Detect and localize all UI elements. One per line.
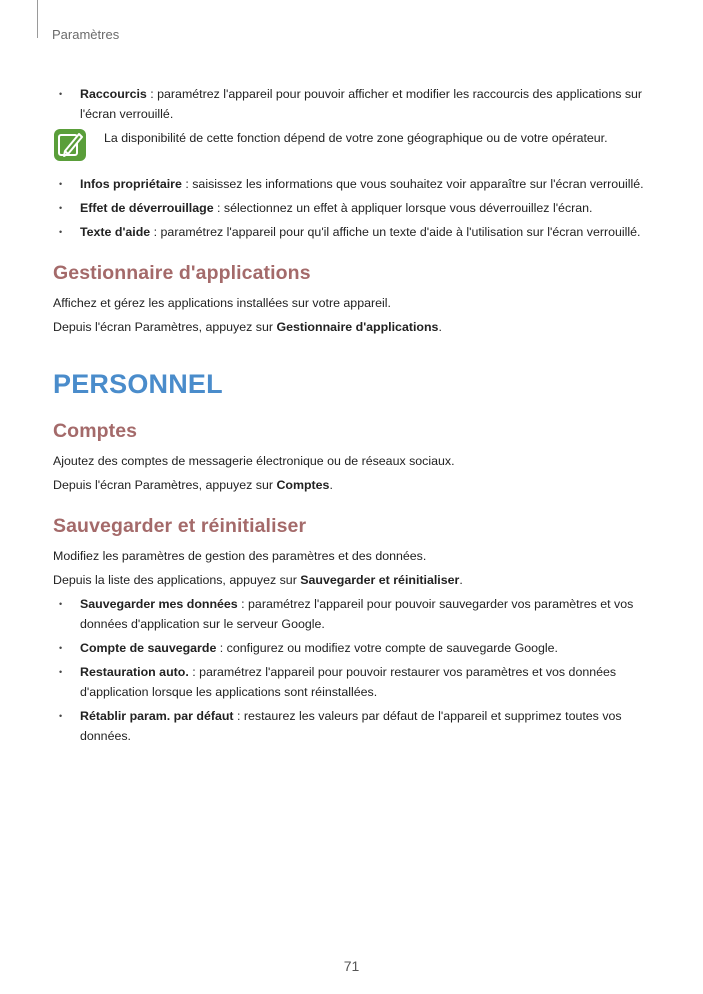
option-description: : paramétrez l'appareil pour pouvoir sauvegarder vos paramètres et vos données d'application sur le serveur Google. bbox=[80, 597, 634, 631]
menu-term: Gestionnaire d'applications bbox=[276, 320, 439, 334]
option-term: Infos propriétaire bbox=[80, 177, 182, 191]
list-item bbox=[53, 594, 653, 634]
lock-screen-options-list bbox=[53, 84, 653, 124]
option-term: Restauration auto. bbox=[80, 665, 189, 679]
list-item bbox=[53, 662, 653, 702]
list-item bbox=[53, 174, 653, 194]
backup-instruction bbox=[53, 570, 653, 590]
option-term: Effet de déverrouillage bbox=[80, 201, 214, 215]
instruction-punctuation: . bbox=[438, 320, 442, 334]
menu-term: Sauvegarder et réinitialiser bbox=[300, 573, 460, 587]
option-description: : configurez ou modifiez votre compte de sauvegarde Google. bbox=[216, 641, 558, 655]
option-description: : paramétrez l'appareil pour pouvoir afficher et modifier les raccourcis des applications sur l'écran verrouillé. bbox=[80, 87, 643, 121]
section-heading-accounts: Comptes bbox=[53, 420, 138, 442]
instruction-text: Depuis l'écran Paramètres, appuyez sur bbox=[53, 478, 277, 492]
note-text: La disponibilité de cette fonction dépend de votre zone géographique ou de votre opérateur. bbox=[104, 131, 608, 145]
option-term: Sauvegarder mes données bbox=[80, 597, 238, 611]
section-heading-backup: Sauvegarder et réinitialiser bbox=[53, 515, 307, 537]
option-description: : restaurez les valeurs par défaut de l'appareil et supprimez toutes vos données. bbox=[80, 709, 622, 743]
instruction-punctuation: . bbox=[459, 573, 463, 587]
app-manager-instruction bbox=[53, 317, 653, 337]
section-heading-app-manager: Gestionnaire d'applications bbox=[53, 262, 311, 284]
running-header: Paramètres bbox=[52, 27, 120, 42]
lock-screen-options-list-2 bbox=[53, 174, 653, 242]
note-box bbox=[53, 128, 653, 162]
header-rule bbox=[37, 0, 38, 38]
option-term: Rétablir param. par défaut bbox=[80, 709, 234, 723]
instruction-text: Depuis l'écran Paramètres, appuyez sur bbox=[53, 320, 277, 334]
menu-term: Comptes bbox=[276, 478, 330, 492]
instruction-punctuation: . bbox=[329, 478, 333, 492]
option-description: : saisissez les informations que vous souhaitez voir apparaître sur l'écran verrouillé. bbox=[181, 177, 644, 191]
list-item bbox=[53, 706, 653, 746]
option-description: : paramétrez l'appareil pour qu'il affiche un texte d'aide à l'utilisation sur l'écran verrouillé. bbox=[150, 225, 641, 239]
list-item bbox=[53, 198, 653, 218]
accounts-description: Ajoutez des comptes de messagerie électronique ou de réseaux sociaux. bbox=[53, 454, 455, 468]
page-number: 71 bbox=[343, 958, 360, 974]
option-description: : sélectionnez un effet à appliquer lorsque vous déverrouillez l'écran. bbox=[213, 201, 593, 215]
option-term: Compte de sauvegarde bbox=[80, 641, 217, 655]
backup-description: Modifiez les paramètres de gestion des paramètres et des données. bbox=[53, 549, 427, 563]
list-item bbox=[53, 222, 653, 242]
instruction-text: Depuis la liste des applications, appuyez sur bbox=[53, 573, 301, 587]
chapter-heading: PERSONNEL bbox=[53, 369, 223, 399]
option-term: Raccourcis bbox=[80, 87, 147, 101]
list-item bbox=[53, 638, 653, 658]
app-manager-description: Affichez et gérez les applications installées sur votre appareil. bbox=[53, 296, 391, 310]
list-item bbox=[53, 84, 653, 124]
option-term: Texte d'aide bbox=[80, 225, 151, 239]
note-pencil-icon bbox=[53, 128, 87, 162]
page-content bbox=[53, 84, 653, 750]
accounts-instruction bbox=[53, 475, 653, 495]
backup-options-list bbox=[53, 594, 653, 746]
option-description: : paramétrez l'appareil pour pouvoir restaurer vos paramètres et vos données d'application lorsque les applications sont réinstallées. bbox=[80, 665, 617, 699]
